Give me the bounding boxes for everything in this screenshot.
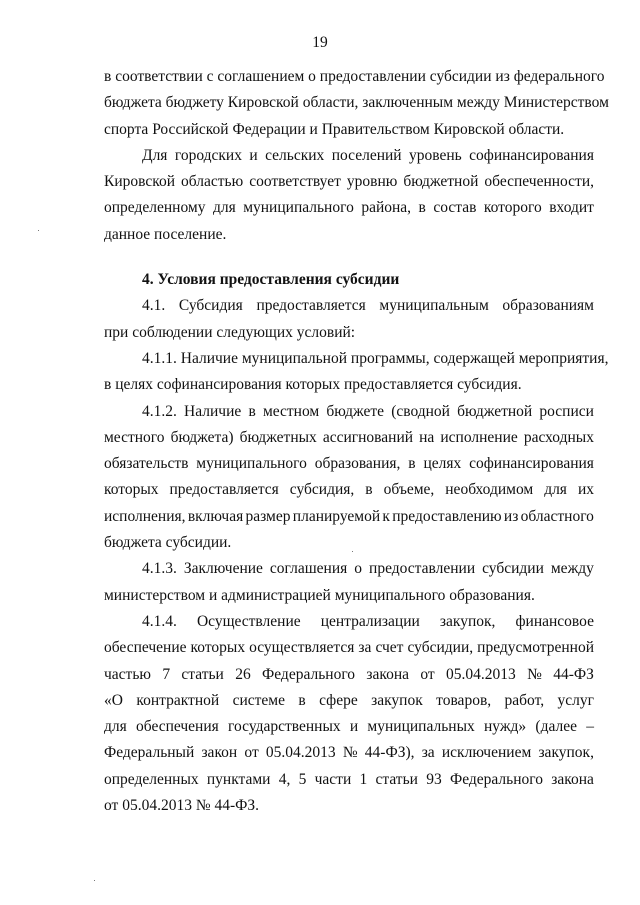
word: нужд» [483,718,527,736]
word: для [544,481,567,499]
word: субсидия, [289,481,355,499]
word: исполнение [440,428,518,446]
word: за [358,639,372,657]
word: к [382,507,390,525]
text-line [104,740,594,766]
word: 4.1.2. [142,402,177,420]
text-line [104,477,594,503]
word: Осуществление [196,612,301,630]
paragraph-4-1 [104,293,594,346]
word: обязательств [104,455,189,473]
word: – [586,718,594,736]
text-line: данное поселение. [104,225,227,243]
word: в [298,691,306,709]
text-line: бюджета субсидии. [104,534,232,552]
word: исключением [441,744,532,762]
paragraph-4-1-1 [104,346,609,399]
word: за [421,744,435,762]
word: в [408,455,416,473]
word: осуществляется [249,639,355,657]
word: исполнения, [104,507,186,525]
word: образованиям [502,297,594,315]
word: о [354,560,363,578]
word: которых [104,481,159,499]
word: для [104,718,127,736]
word: софинансирования [469,455,594,473]
word: их [577,481,594,499]
word: и [249,146,258,164]
section-heading [104,267,594,293]
word: закупок, [439,612,496,630]
text-line: бюджета бюджету Кировской области, заключенным между Министерством [104,94,609,112]
word: областного [520,507,594,525]
word: закон [201,744,238,762]
word: 4.1.4. [142,612,177,630]
text-line [104,609,594,635]
text-line: 4.1.1. Наличие муниципальной программы, содержащей мероприятия, [142,349,609,367]
word: (сводной [391,402,450,420]
text-line [104,399,594,425]
word: в [418,199,426,217]
word: которых [190,639,246,657]
word: соглашения [269,560,348,578]
word: от [244,744,259,762]
word: района, [361,199,412,217]
text-line: при соблюдении следующих условий: [104,323,356,341]
word: (далее [535,718,577,736]
word: 93 [426,770,442,788]
word: уровень [409,146,462,164]
word: из [503,507,519,525]
word: образования, [314,455,401,473]
word: 4.1.3. [142,560,177,578]
word: состав [433,199,477,217]
word: городских [174,146,242,164]
text-line [104,195,594,221]
text-line: от 05.04.2013 № 44-ФЗ. [104,797,260,815]
word: предоставляется [169,481,279,499]
word: закупок, [538,744,594,762]
word: обеспеченности, [484,173,594,191]
word: в [365,481,373,499]
word: сфере [319,691,358,709]
page-number: 19 [312,34,328,51]
word: местного [104,428,165,446]
word: муниципального [196,455,307,473]
word: и [349,718,359,736]
word: муниципального [243,199,354,217]
word: планируемой [292,507,381,525]
word: предоставляется [256,297,366,315]
word: Федерального [262,665,356,683]
word: соответствует [249,173,341,191]
word: обеспечение [104,639,187,657]
word: 05.04.2013 [446,665,516,683]
document-body [104,64,609,819]
word: Кировской [104,173,176,191]
word: централизации [320,612,420,630]
word: субсидии, [407,639,474,657]
text-line: спорта Российской Федерации и Правительством Кировской области. [104,120,565,138]
paragraph-4-1-2 [104,399,594,557]
word: предоставлении [369,560,476,578]
word: субсидии [482,560,544,578]
paragraph-4-1-4 [104,609,594,819]
word: муниципальным [379,297,489,315]
word: бюджетных [239,428,317,446]
word: 4.1. [142,297,166,315]
word: объеме, [383,481,435,499]
word: бюджете [326,402,385,420]
word: Наличие [184,402,242,420]
word: 5 [298,770,307,788]
word: бюджета) [170,428,234,446]
word: ассигнований [322,428,414,446]
word: Федеральный [104,744,195,762]
scan-speck [352,551,353,552]
text-line [104,767,594,793]
text-line [104,451,594,477]
word: включая [187,507,244,525]
word: Федерального [449,770,543,788]
word: Заключение [183,560,263,578]
word: определенных [104,770,199,788]
text-line [104,556,594,582]
word: 7 [162,665,171,683]
word: бюджетной [457,402,533,420]
word: Субсидия [178,297,243,315]
scan-speck [94,880,95,881]
word: поселений [331,146,402,164]
word: в [248,402,256,420]
word: финансовое [515,612,594,630]
section-spacer [104,248,594,267]
word: товаров, [436,691,492,709]
word: местном [262,402,320,420]
word: предусмотренной [477,639,594,657]
word: предоставлению [392,507,502,525]
word: софинансирования [469,146,594,164]
paragraph-cofinancing-level [104,143,594,248]
text-line [104,714,594,740]
word: статьи [181,665,224,683]
word: части [314,770,352,788]
word: для [212,199,236,217]
word: частью [104,665,151,683]
word: 44-ФЗ [553,665,594,683]
word: «О [104,691,123,709]
paragraph-4-1-3 [104,556,594,609]
word: уровню [346,173,398,191]
word: 05.04.2013 [265,744,336,762]
word: закупок [371,691,423,709]
word: услуг [557,691,594,709]
word: целях [423,455,462,473]
text-line [104,293,594,319]
word: № [527,665,542,683]
word: обеспечения [136,718,219,736]
text-line [104,143,594,169]
text-line: министерством и администрацией муниципального образования. [104,586,535,604]
word: областью [181,173,244,191]
word: 26 [235,665,251,683]
text-line [104,688,594,714]
word: росписи [539,402,594,420]
word: счет [375,639,404,657]
paragraph-continuation [104,64,609,143]
word: сельских [265,146,325,164]
text-line [104,635,594,661]
word: от [420,665,435,683]
word: размер [245,507,291,525]
scan-speck [38,230,39,231]
word: работ, [504,691,545,709]
text-line: в соответствии с соглашением о предоставлении субсидии из федерального [104,68,605,85]
word: системе [232,691,285,709]
word: муниципальных [367,718,475,736]
text-line [104,504,594,530]
word: бюджетной [403,173,479,191]
word: закона [551,770,594,788]
text-line [104,169,594,195]
word: 4, [278,770,291,788]
word: пунктами [206,770,271,788]
word: расходных [523,428,594,446]
word: определенному [104,199,206,217]
word: 44-ФЗ), [364,744,415,762]
word: Для [142,146,168,164]
text-line [104,425,594,451]
word: входит [549,199,594,217]
text-line [104,662,594,688]
word: статьи [375,770,418,788]
heading-line: 4. Условия предоставления субсидии [142,271,400,289]
word: между [550,560,594,578]
word: 1 [359,770,368,788]
word: закона [366,665,410,683]
word: необходимом [445,481,534,499]
word: которого [483,199,542,217]
word: государственных [228,718,341,736]
word: контрактной [136,691,220,709]
word: № [342,744,358,762]
text-line: в целях софинансирования которых предоставляется субсидия. [104,376,522,394]
word: на [419,428,435,446]
